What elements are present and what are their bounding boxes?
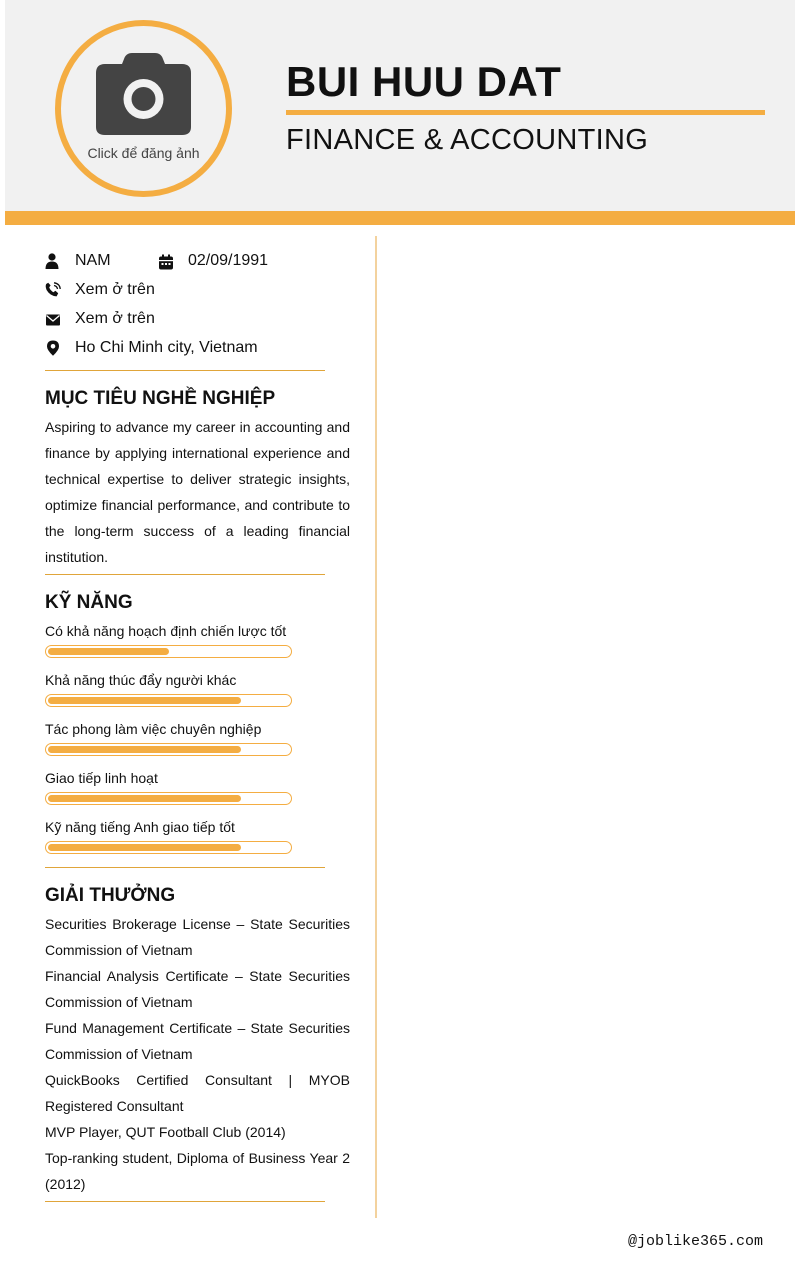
camera-icon	[94, 51, 193, 137]
phone-value: Xem ở trên	[75, 281, 155, 298]
email-value: Xem ở trên	[75, 310, 155, 327]
candidate-name: BUI HUU DAT	[286, 58, 562, 105]
skill-bar	[45, 645, 292, 658]
footer-watermark: @joblike365.com	[628, 1233, 764, 1250]
award-item: Securities Brokerage License – State Securities Commission of Vietnam	[45, 916, 350, 958]
skill-bar-fill	[48, 697, 241, 704]
skill-bar	[45, 694, 292, 707]
name-underline	[286, 110, 765, 115]
award-item: MVP Player, QUT Football Club (2014)	[45, 1124, 286, 1140]
avatar-upload[interactable]	[55, 20, 232, 197]
award-item: Fund Management Certificate – State Securities Commission of Vietnam	[45, 1020, 350, 1062]
award-item: Top-ranking student, Diploma of Business Year 2 (2012)	[45, 1150, 350, 1192]
section-divider	[45, 574, 325, 575]
skill-bar-fill	[48, 795, 241, 802]
skill-bar-fill	[48, 844, 241, 851]
award-item: Financial Analysis Certificate – State Securities Commission of Vietnam	[45, 968, 350, 1010]
award-item: QuickBooks Certified Consultant | MYOB Registered Consultant	[45, 1072, 350, 1114]
gender-value: NAM	[75, 252, 111, 269]
skill-bar	[45, 743, 292, 756]
skill-bar	[45, 792, 292, 805]
calendar-icon	[158, 254, 174, 270]
objective-title: MỤC TIÊU NGHỀ NGHIỆP	[45, 388, 276, 409]
dob-value: 02/09/1991	[188, 252, 269, 269]
skill-label: Kỹ năng tiếng Anh giao tiếp tốt	[45, 819, 235, 835]
job-title: FINANCE & ACCOUNTING	[286, 124, 649, 156]
header-accent-bar	[5, 211, 795, 225]
envelope-icon	[45, 312, 61, 328]
phone-icon	[45, 282, 61, 298]
address-value: Ho Chi Minh city, Vietnam	[75, 339, 258, 356]
avatar-label: Click để đăng ảnh	[87, 145, 200, 161]
skill-bar-fill	[48, 648, 169, 655]
skills-title: KỸ NĂNG	[45, 592, 133, 613]
section-divider	[45, 1201, 325, 1202]
user-icon	[45, 253, 61, 269]
column-divider	[375, 236, 377, 1218]
skill-label: Khả năng thúc đẩy người khác	[45, 672, 237, 688]
skill-bar	[45, 841, 292, 854]
location-pin-icon	[45, 340, 61, 356]
skill-bar-fill	[48, 746, 241, 753]
section-divider	[45, 867, 325, 868]
skill-label: Có khả năng hoạch định chiến lược tốt	[45, 623, 287, 639]
section-divider	[45, 370, 325, 371]
awards-title: GIẢI THƯỞNG	[45, 885, 176, 906]
skill-label: Tác phong làm việc chuyên nghiệp	[45, 721, 262, 737]
objective-text: Aspiring to advance my career in accounting and finance by applying international experience and technical expertise to deliver strategic insights, optimize financial performance, and contribute to the long-term success of a leading financial institution.	[45, 419, 350, 565]
skill-label: Giao tiếp linh hoạt	[45, 770, 158, 786]
